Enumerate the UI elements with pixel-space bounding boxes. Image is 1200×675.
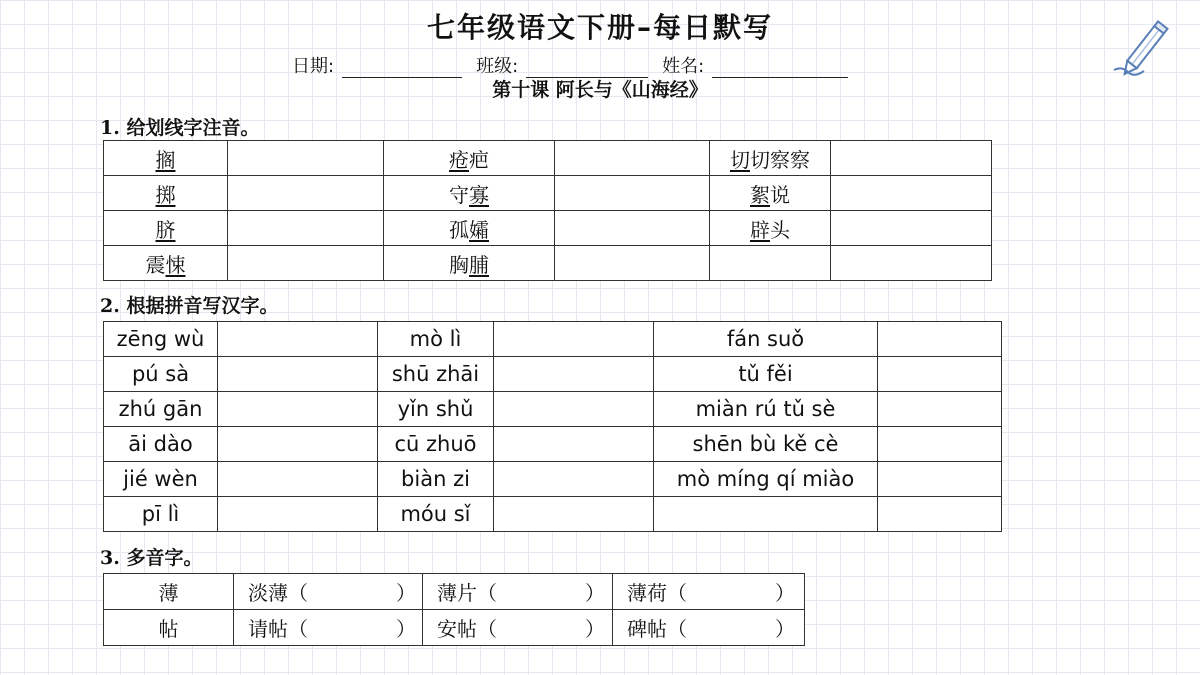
- lesson-title: 第十课 阿长与《山海经》: [492, 79, 708, 101]
- word-part: 切察察: [750, 147, 810, 172]
- word-text: 淡薄: [248, 581, 288, 605]
- word-cell: [710, 211, 831, 246]
- word-cell: [384, 211, 555, 246]
- word-part: 说: [770, 182, 790, 207]
- answer-cell[interactable]: [555, 141, 710, 176]
- answer-cell[interactable]: [494, 322, 654, 357]
- answer-cell[interactable]: [494, 357, 654, 392]
- answer-cell[interactable]: [878, 357, 1002, 392]
- answer-cell[interactable]: [831, 176, 992, 211]
- paren-open: （: [288, 617, 308, 641]
- word-part: 疤: [469, 147, 489, 172]
- answer-cell[interactable]: [831, 141, 992, 176]
- pinyin-cell: mò míng qí miào: [654, 462, 878, 497]
- answer-cell[interactable]: [878, 497, 1002, 532]
- section3-title: 3. 多音字。: [100, 547, 203, 569]
- word-cell: [423, 574, 613, 610]
- polyphonic-char: 薄: [104, 574, 234, 610]
- section2-title: 2. 根据拼音写汉字。: [100, 295, 279, 317]
- answer-cell[interactable]: [228, 246, 384, 281]
- answer-cell[interactable]: [228, 211, 384, 246]
- polyphonic-table: [103, 573, 805, 646]
- underlined-char: 脐: [155, 217, 176, 242]
- word-cell: [104, 141, 228, 176]
- word-cell: [234, 610, 423, 646]
- underlined-char: 切: [730, 147, 750, 172]
- word-part: 头: [770, 217, 790, 242]
- word-text: 薄荷: [627, 581, 667, 605]
- word-cell: [613, 574, 805, 610]
- answer-cell[interactable]: [228, 141, 384, 176]
- table-row: [104, 610, 805, 646]
- pinyin-cell: biàn zi: [378, 462, 494, 497]
- pinyin-cell: zhú gān: [104, 392, 218, 427]
- paren-open: （: [288, 581, 308, 605]
- answer-cell[interactable]: [555, 176, 710, 211]
- answer-cell[interactable]: [218, 497, 378, 532]
- table-row: [104, 497, 1002, 532]
- word-cell: [104, 176, 228, 211]
- table-row: [104, 462, 1002, 497]
- table-row: [104, 392, 1002, 427]
- pinyin-annotation-table: [103, 140, 992, 281]
- word-text: 碑帖: [627, 617, 667, 641]
- pinyin-cell: āi dào: [104, 427, 218, 462]
- answer-cell[interactable]: [494, 427, 654, 462]
- word-cell: [710, 141, 831, 176]
- pinyin-cell: shēn bù kě cè: [654, 427, 878, 462]
- word-cell: [384, 176, 555, 211]
- word-cell: [613, 610, 805, 646]
- pinyin-cell: zēng wù: [104, 322, 218, 357]
- pinyin-cell: pú sà: [104, 357, 218, 392]
- pinyin-cell: tǔ fěi: [654, 357, 878, 392]
- word-text: 薄片: [437, 581, 477, 605]
- answer-cell[interactable]: [494, 462, 654, 497]
- pinyin-cell: fán suǒ: [654, 322, 878, 357]
- word-cell: [710, 246, 831, 281]
- answer-cell[interactable]: [878, 392, 1002, 427]
- pencil-icon: [1108, 8, 1188, 80]
- underlined-char: 孀: [469, 217, 489, 242]
- word-cell: [384, 141, 555, 176]
- answer-cell[interactable]: [555, 246, 710, 281]
- table-row: [104, 574, 805, 610]
- underlined-char: 寡: [469, 182, 489, 207]
- paren-open: （: [477, 581, 497, 605]
- underlined-char: 疮: [449, 147, 469, 172]
- word-cell: [234, 574, 423, 610]
- underlined-char: 辟: [750, 217, 770, 242]
- paren-close: ）: [585, 617, 605, 641]
- answer-cell[interactable]: [218, 322, 378, 357]
- answer-cell[interactable]: [218, 357, 378, 392]
- pinyin-cell: móu sǐ: [378, 497, 494, 532]
- word-cell: [384, 246, 555, 281]
- underlined-char: 脯: [469, 252, 489, 277]
- paren-close: ）: [775, 617, 795, 641]
- pinyin-cell: miàn rú tǔ sè: [654, 392, 878, 427]
- paren-close: ）: [396, 617, 416, 641]
- word-cell: [104, 246, 228, 281]
- word-part: 孤: [449, 217, 469, 242]
- paren-close: ）: [396, 581, 416, 605]
- word-cell: [710, 176, 831, 211]
- word-text: 请帖: [248, 617, 288, 641]
- answer-cell[interactable]: [878, 322, 1002, 357]
- answer-cell[interactable]: [218, 427, 378, 462]
- pinyin-cell: mò lì: [378, 322, 494, 357]
- pinyin-cell: yǐn shǔ: [378, 392, 494, 427]
- pinyin-cell: pī lì: [104, 497, 218, 532]
- section1-title: 1. 给划线字注音。: [100, 117, 260, 139]
- paren-open: （: [477, 617, 497, 641]
- underlined-char: 掷: [155, 182, 176, 207]
- answer-cell[interactable]: [494, 392, 654, 427]
- word-text: 安帖: [437, 617, 477, 641]
- paren-close: ）: [585, 581, 605, 605]
- answer-cell[interactable]: [218, 392, 378, 427]
- class-label: 班级:: [476, 56, 519, 77]
- name-label: 姓名:: [662, 56, 705, 77]
- table-row: [104, 322, 1002, 357]
- answer-cell[interactable]: [878, 462, 1002, 497]
- table-row: [104, 211, 992, 246]
- answer-cell[interactable]: [831, 211, 992, 246]
- pinyin-cell: [654, 497, 878, 532]
- answer-cell[interactable]: [494, 497, 654, 532]
- date-label: 日期:: [292, 56, 335, 77]
- table-row: [104, 357, 1002, 392]
- word-cell: [104, 211, 228, 246]
- pinyin-cell: shū zhāi: [378, 357, 494, 392]
- word-part: 守: [449, 182, 469, 207]
- paren-open: （: [667, 617, 687, 641]
- paren-open: （: [667, 581, 687, 605]
- underlined-char: 絮: [750, 182, 770, 207]
- answer-cell[interactable]: [831, 246, 992, 281]
- pinyin-writing-table: [103, 321, 1002, 532]
- answer-cell[interactable]: [228, 176, 384, 211]
- polyphonic-char: 帖: [104, 610, 234, 646]
- table-row: [104, 427, 1002, 462]
- paren-close: ）: [775, 581, 795, 605]
- answer-cell[interactable]: [555, 211, 710, 246]
- answer-cell[interactable]: [218, 462, 378, 497]
- word-cell: [423, 610, 613, 646]
- table-row: [104, 176, 992, 211]
- word-part: 震: [145, 252, 166, 277]
- word-part: 胸: [449, 252, 469, 277]
- table-row: [104, 246, 992, 281]
- worksheet-title: 七年级语文下册–每日默写: [426, 11, 773, 44]
- pinyin-cell: cū zhuō: [378, 427, 494, 462]
- underlined-char: 搁: [155, 147, 176, 172]
- table-row: [104, 141, 992, 176]
- answer-cell[interactable]: [878, 427, 1002, 462]
- underlined-char: 悚: [165, 252, 186, 277]
- pinyin-cell: jié wèn: [104, 462, 218, 497]
